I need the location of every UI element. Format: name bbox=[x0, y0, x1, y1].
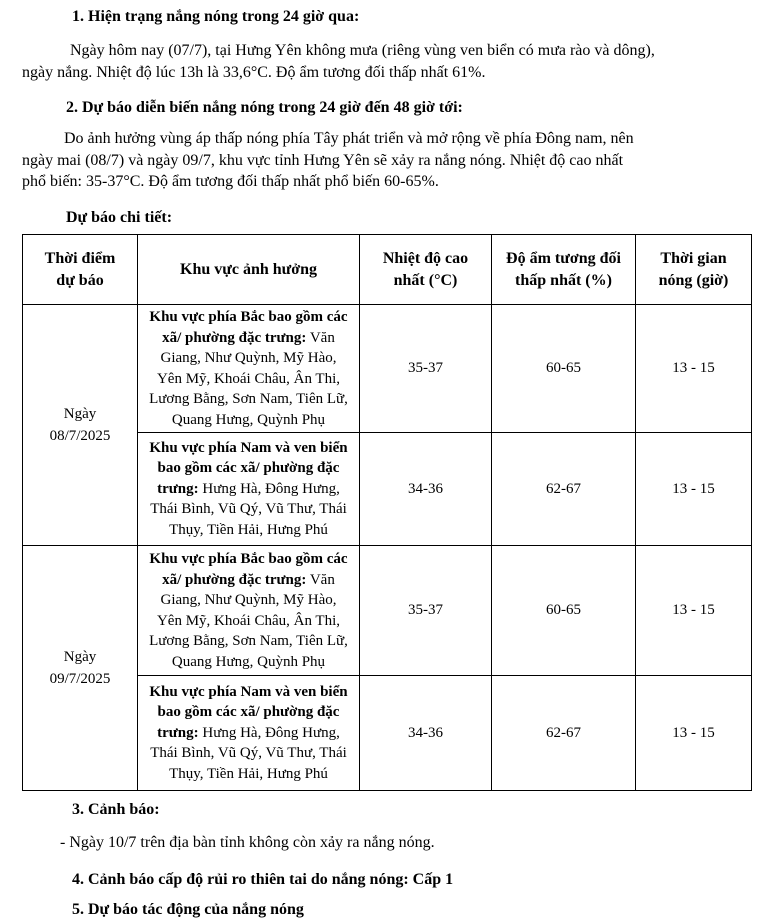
max-temperature-cell: 35-37 bbox=[360, 305, 492, 433]
max-temperature-cell: 34-36 bbox=[360, 433, 492, 546]
affected-area-cell: Khu vực phía Nam và ven biển bao gồm các xã/ phường đặc trưng: Hưng Hà, Đông Hưng, Thái Bình, Vũ Qý, Vũ Thư, Thái Thụy, Tiền Hải, Hưng Phú bbox=[138, 676, 360, 791]
paragraph-line: Ngày hôm nay (07/7), tại Hưng Yên không mưa (riêng vùng ven biển có mưa rào và dông), bbox=[70, 42, 655, 59]
min-humidity-cell: 62-67 bbox=[492, 676, 636, 791]
section-4-heading: 4. Cảnh báo cấp độ rủi ro thiên tai do nắng nóng: Cấp 1 bbox=[72, 871, 454, 888]
affected-area-cell: Khu vực phía Bắc bao gồm các xã/ phường đặc trưng: Văn Giang, Như Quỳnh, Mỹ Hào, Yên Mỹ, Khoái Châu, Ân Thi, Lương Bằng, Sơn Nam, Tiên Lữ, Quang Hưng, Quỳnh Phụ bbox=[138, 546, 360, 676]
table-header-row bbox=[23, 235, 752, 305]
forecast-table bbox=[22, 234, 752, 791]
header-max-temperature: Nhiệt độ cao nhất (°C) bbox=[360, 235, 492, 305]
hot-hours-cell: 13 - 15 bbox=[636, 305, 752, 433]
min-humidity-cell: 60-65 bbox=[492, 305, 636, 433]
section-1-paragraph bbox=[22, 40, 751, 83]
paragraph-line: ngày mai (08/7) và ngày 09/7, khu vực tỉnh Hưng Yên sẽ xảy ra nắng nóng. Nhiệt độ cao nhất bbox=[22, 151, 624, 169]
header-affected-area: Khu vực ảnh hưởng bbox=[138, 235, 360, 305]
header-hot-hours: Thời gian nóng (giờ) bbox=[636, 235, 752, 305]
section-2-paragraph bbox=[22, 128, 751, 193]
section-1-heading: 1. Hiện trạng nắng nóng trong 24 giờ qua: bbox=[72, 8, 360, 25]
section-3-heading: 3. Cảnh báo: bbox=[72, 801, 160, 818]
affected-area-cell: Khu vực phía Nam và ven biển bao gồm các xã/ phường đặc trưng: Hưng Hà, Đông Hưng, Thái Bình, Vũ Qý, Vũ Thư, Thái Thụy, Tiền Hải, Hưng Phú bbox=[138, 433, 360, 546]
section-5-heading: 5. Dự báo tác động của nắng nóng bbox=[72, 901, 304, 918]
table-row bbox=[23, 546, 752, 676]
affected-area-cell: Khu vực phía Bắc bao gồm các xã/ phường đặc trưng: Văn Giang, Như Quỳnh, Mỹ Hào, Yên Mỹ, Khoái Châu, Ân Thi, Lương Bằng, Sơn Nam, Tiên Lữ, Quang Hưng, Quỳnh Phụ bbox=[138, 305, 360, 433]
header-forecast-time: Thời điểm dự báo bbox=[23, 235, 138, 305]
min-humidity-cell: 62-67 bbox=[492, 433, 636, 546]
paragraph-line: phổ biến: 35-37°C. Độ ẩm tương đối thấp nhất phổ biến 60-65%. bbox=[22, 173, 439, 190]
forecast-date-cell: Ngày 09/7/2025 bbox=[23, 546, 138, 791]
hot-hours-cell: 13 - 15 bbox=[636, 676, 752, 791]
max-temperature-cell: 34-36 bbox=[360, 676, 492, 791]
paragraph-line: ngày nắng. Nhiệt độ lúc 13h là 33,6°C. Độ ẩm tương đối thấp nhất 61%. bbox=[22, 63, 486, 81]
table-row bbox=[23, 305, 752, 433]
paragraph-line: Do ảnh hưởng vùng áp thấp nóng phía Tây phát triển và mở rộng về phía Đông nam, nên bbox=[64, 130, 634, 147]
forecast-date-cell: Ngày 08/7/2025 bbox=[23, 305, 138, 546]
warning-bullet: - Ngày 10/7 trên địa bàn tỉnh không còn xảy ra nắng nóng. bbox=[60, 834, 435, 851]
max-temperature-cell: 35-37 bbox=[360, 546, 492, 676]
section-2-heading: 2. Dự báo diễn biến nắng nóng trong 24 giờ đến 48 giờ tới: bbox=[66, 99, 463, 116]
hot-hours-cell: 13 - 15 bbox=[636, 546, 752, 676]
hot-hours-cell: 13 - 15 bbox=[636, 433, 752, 546]
detail-forecast-label: Dự báo chi tiết: bbox=[66, 209, 173, 226]
min-humidity-cell: 60-65 bbox=[492, 546, 636, 676]
header-min-humidity: Độ ẩm tương đối thấp nhất (%) bbox=[492, 235, 636, 305]
